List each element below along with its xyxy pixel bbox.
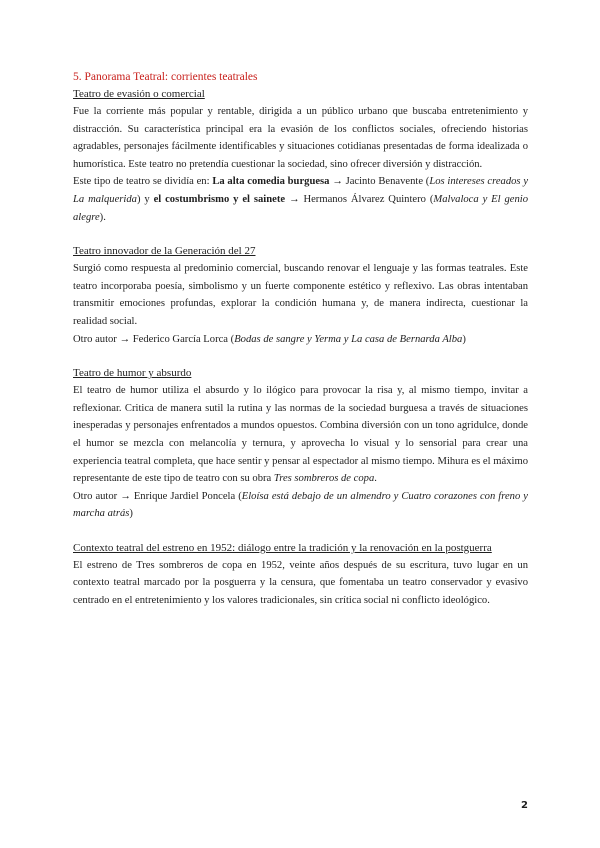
section-title: 5. Panorama Teatral: corrientes teatrales [73, 71, 258, 83]
evasion-paragraph: Fue la corriente más popular y rentable, dirigida a un público urbano que buscaba entretenimiento y distracción. Su característica principal era la evasión de los conflictos sociales, ofreciendo historias agradables, personajes fácilmente identificables y situaciones cotidianas presentadas de forma idealizada o humorística. Este teatro no pretendía cuestionar la sociedad, sino ofrecer diversión y distracción. [73, 106, 528, 170]
heading-humor: Teatro de humor y absurdo [73, 367, 192, 380]
page-number: 2 [521, 800, 528, 811]
heading-evasion: Teatro de evasión o comercial [73, 88, 205, 100]
humor-author-paragraph: Otro autor → Enrique Jardiel Poncela (Eloísa está debajo de un almendro y Cuatro corazones con freno y marcha atrás) [73, 490, 528, 520]
evasion-types-paragraph: Este tipo de teatro se dividía en: La alta comedia burguesa → Jacinto Benavente (Los intereses creados y La malquerida) y el costumbrismo y el sainete → Hermanos Álvarez Quintero (Malvaloca y El genio alegre). [73, 176, 529, 223]
humor-paragraph: El teatro de humor utiliza el absurdo y lo ilógico para provocar la risa y, al mismo tiempo, invitar a reflexionar. Critica de manera sutil la rutina y las normas de la sociedad burguesa a través de situaciones inesperadas y personajes enfrentados a mundos opuestos. Combina diversión con un tono agridulce, donde el humor se mezcla con melancolía y ternura, y aprovecha lo visual y lo sensorial para crear una experiencia teatral completa, que hace sentir y pensar al espectador al mismo tiempo. Mihura es el máximo representante de este tipo de teatro con su obra Tres sombreros de copa. [73, 385, 528, 485]
innovador-paragraph: Surgió como respuesta al predominio comercial, buscando renovar el lenguaje y las formas teatrales. Este teatro incorporaba poesía, simbolismo y un fuerte componente estético y reflexivo. Las obras intentaban transmitir emociones profundas, explorar la condición humana y, de manera indirecta, cuestionar la realidad social. [73, 263, 528, 327]
document-body [73, 69, 528, 610]
heading-contexto: Contexto teatral del estreno en 1952: diálogo entre la tradición y la renovación en la postguerra [73, 541, 492, 554]
innovador-author-paragraph: Otro autor → Federico García Lorca (Bodas de sangre y Yerma y La casa de Bernarda Alba) [73, 333, 466, 345]
heading-innovador: Teatro innovador de la Generación del 27 [73, 245, 256, 258]
contexto-paragraph: El estreno de Tres sombreros de copa en 1952, veinte años después de su escritura, tuvo lugar en un contexto teatral marcado por la posguerra y la censura, que fomentaba un teatro conservador y evasivo centrado en el entretenimiento y los valores tradicionales, sin crítica social ni conflicto ideológico. [73, 559, 528, 607]
